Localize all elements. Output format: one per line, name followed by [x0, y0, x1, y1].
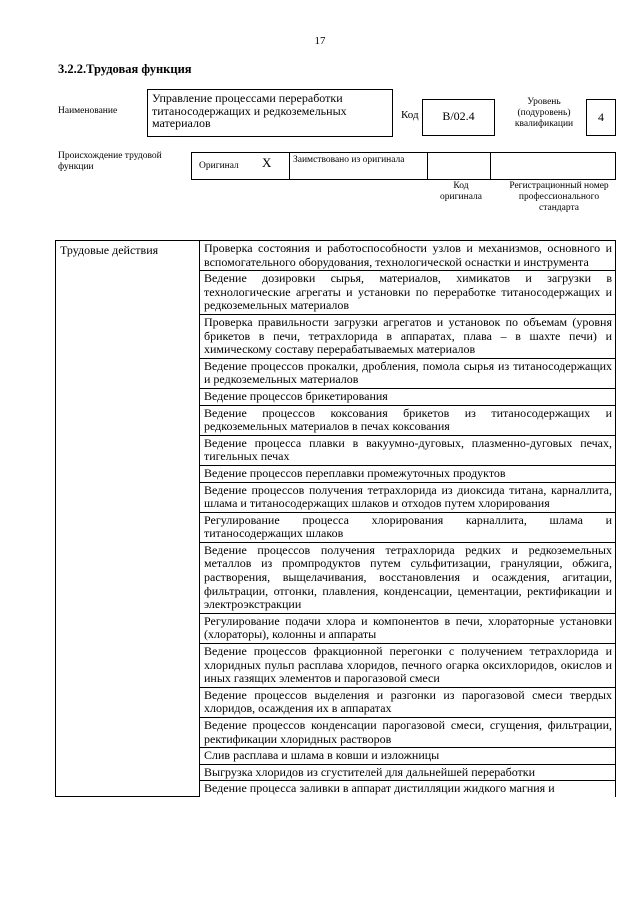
labor-action-item: Ведение процесса плавки в вакуумно-дуговых, плазменно-дуговых печах, тигельных печах [200, 435, 616, 465]
labor-actions-label: Трудовые действия [56, 241, 200, 797]
borrowed-cell [290, 153, 428, 179]
labor-action-item: Ведение дозировки сырья, материалов, химикатов и загрузки в технологические агрегаты и установки по переработке титаносодержащих и редкоземельных материалов [200, 271, 616, 315]
code-box [422, 99, 495, 136]
reg-number-cell [491, 153, 615, 179]
qualification-level-value: 4 [598, 110, 604, 124]
labor-action-item: Проверка состояния и работоспособности узлов и механизмов, основного и вспомогательного оборудования, технологической оснастки и инструмента [200, 241, 616, 271]
labor-action-item: Слив расплава и шлама в ковши и изложницы [200, 748, 616, 765]
labor-action-item: Регулирование подачи хлора и компонентов в печи, хлораторные установки (хлораторы), колонны и аппараты [200, 613, 616, 643]
table-row [56, 241, 616, 271]
labor-action-item: Выгрузка хлоридов из сгустителей для дальнейшей переработки [200, 764, 616, 781]
name-label: Наименование [58, 106, 118, 116]
original-code-cell [428, 153, 491, 179]
qualification-level-label: Уровень (подуровень) квалификации [514, 97, 574, 129]
code-label: Код [401, 109, 419, 121]
labor-action-item: Ведение процессов конденсации парогазовой смеси, сгущения, фильтрации, ректификации хлоридных растворов [200, 718, 616, 748]
labor-action-item: Ведение процессов брикетирования [200, 388, 616, 405]
section-title: 3.2.2.Трудовая функция [58, 62, 192, 76]
original-mark: X [262, 155, 272, 170]
labor-action-item: Ведение процессов прокалки, дробления, помола сырья из титаносодержащих и редкоземельных материалов [200, 358, 616, 388]
code-value: B/02.4 [442, 109, 475, 123]
reg-number-caption: Регистрационный номер профессионального стандарта [509, 181, 609, 213]
labor-action-item: Ведение процессов получения тетрахлорида из диоксида титана, карналлита, шлама и титаносодержащих шлаков и отходов путем хлорирования [200, 482, 616, 512]
labor-action-item: Ведение процесса заливки в аппарат дистилляции жидкого магния и [200, 781, 616, 797]
qualification-level-box [586, 99, 616, 136]
labor-action-item: Ведение процессов фракционной перегонки с получением тетрахлорида и хлоридных пульп расплава хлоридов, печного огарка оксихлоридов, окислов и иных газящих элементов и парогазовой смеси [200, 644, 616, 688]
borrowed-label: Заимствовано из оригинала [293, 155, 405, 165]
labor-action-item: Проверка правильности загрузки агрегатов и установок по объемам (уровня брикетов в печи, тетрахлорида в аппаратах, плава – в шахте печи) и химическому составу перерабатываемых материалов [200, 314, 616, 358]
labor-action-item: Ведение процессов получения тетрахлорида редких и редкоземельных металлов из промпродуктов путем сульфитизации, грануляции, обжига, растворения, выщелачивания, восстановления и осаждения, агитации, фильтрации, отгонки, плавления, конденсации, цементации, ректификации и электроэкстракции [200, 542, 616, 613]
function-name: Управление процессами переработки титаносодержащих и редкоземельных материалов [152, 91, 347, 130]
labor-action-item: Ведение процессов выделения и разгонки из парогазовой смеси твердых хлоридов, осаждения их в аппаратах [200, 687, 616, 717]
labor-action-item: Регулирование процесса хлорирования карналлита, шлама и титаносодержащих шлаков [200, 512, 616, 542]
original-cell [192, 153, 290, 179]
page-number: 17 [314, 35, 326, 47]
origin-table [191, 152, 616, 180]
labor-action-item: Ведение процессов коксования брикетов из титаносодержащих и редкоземельных материалов в печах коксования [200, 405, 616, 435]
code-original-caption: Код оригинала [440, 181, 482, 202]
labor-action-item: Ведение процессов переплавки промежуточных продуктов [200, 465, 616, 482]
function-name-box [147, 89, 393, 137]
origin-label: Происхождение трудовой функции [58, 151, 162, 172]
original-label: Оригинал [199, 161, 239, 171]
labor-actions-table [55, 240, 616, 797]
